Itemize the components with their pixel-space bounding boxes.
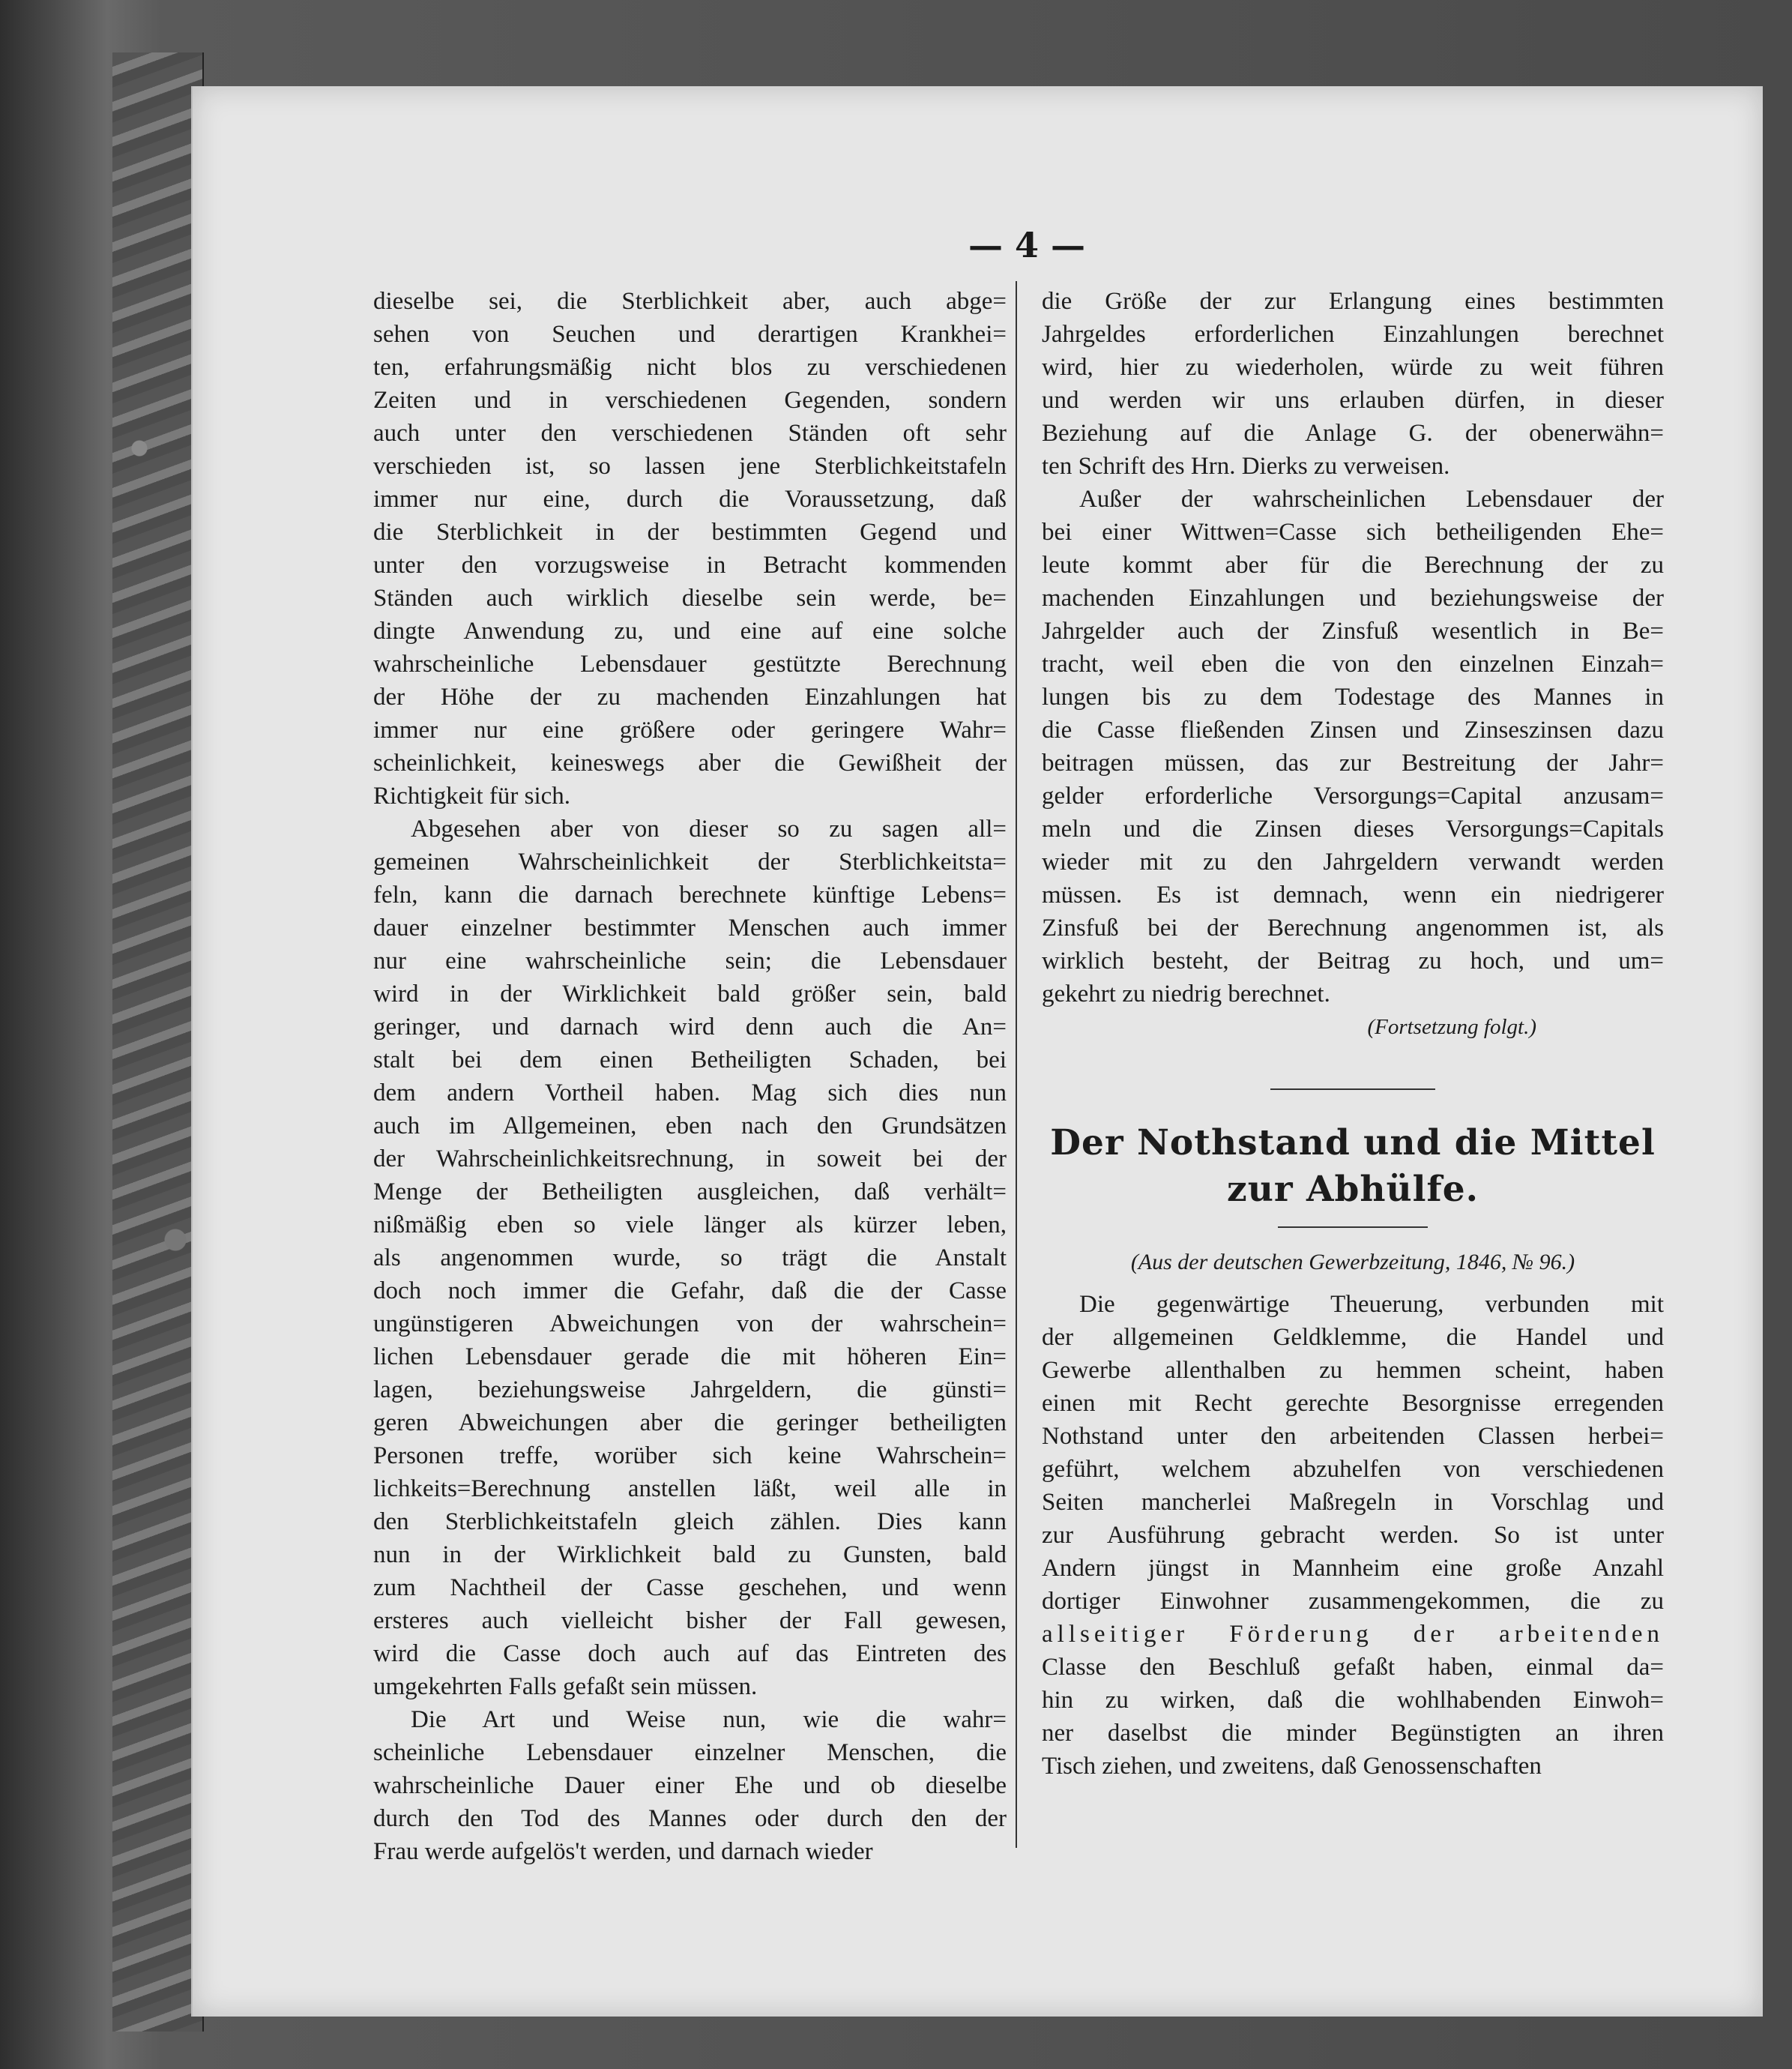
text-line: Abgesehen aber von dieser so zu sagen all=: [411, 816, 1007, 843]
text-line: Gewerbe allenthalben zu hemmen scheint, haben: [1042, 1357, 1664, 1384]
text-line: geführt, welchem abzuhelfen von verschiedenen: [1042, 1456, 1664, 1483]
text-line: die Casse fließenden Zinsen und Zinseszinsen dazu: [1042, 717, 1664, 744]
text-line: stalt bei dem einen Betheiligten Schaden, bei: [373, 1046, 1007, 1073]
text-line: zur Ausführung gebracht werden. So ist unter: [1042, 1522, 1664, 1549]
section-divider: [1270, 1088, 1435, 1090]
text-line: scheinlichkeit, keineswegs aber die Gewißheit der: [373, 750, 1007, 777]
text-line: ten, erfahrungsmäßig nicht blos zu verschiedenen: [373, 354, 1007, 381]
text-line: dieselbe sei, die Sterblichkeit aber, auch abge=: [373, 288, 1007, 315]
text-line: wird in der Wirklichkeit bald größer sein, bald: [373, 981, 1007, 1008]
text-line: ten Schrift des Hrn. Dierks zu verweisen.: [1042, 453, 1450, 480]
text-line: umgekehrten Falls gefaßt sein müssen.: [373, 1673, 758, 1700]
text-line: scheinliche Lebensdauer einzelner Menschen, die: [373, 1739, 1007, 1766]
text-line: Jahrgelder auch der Zinsfuß wesentlich in Be=: [1042, 618, 1664, 645]
text-line: Jahrgeldes erforderlichen Einzahlungen berechnet: [1042, 321, 1664, 348]
text-line: machenden Einzahlungen und beziehungsweise der: [1042, 585, 1664, 612]
text-line: wieder mit zu den Jahrgeldern verwandt werden: [1042, 849, 1664, 876]
text-line: der Wahrscheinlichkeitsrechnung, in soweit bei der: [373, 1145, 1007, 1172]
text-line: dauer einzelner bestimmter Menschen auch immer: [373, 915, 1007, 942]
marbled-book-edge: [112, 52, 204, 2032]
text-line: die Größe der zur Erlangung eines bestimmten: [1042, 288, 1664, 315]
text-line: sehen von Seuchen und derartigen Krankhei=: [373, 321, 1007, 348]
text-line: Richtigkeit für sich.: [373, 783, 571, 810]
text-line: dem andern Vortheil haben. Mag sich dies nun: [373, 1079, 1007, 1106]
text-line: nur eine wahrscheinliche sein; die Lebensdauer: [373, 948, 1007, 975]
text-line: Zeiten und in verschiedenen Gegenden, sondern: [373, 387, 1007, 414]
text-line: ungünstigeren Abweichungen von der wahrschein=: [373, 1310, 1007, 1337]
text-line: Andern jüngst in Mannheim eine große Anzahl: [1042, 1555, 1664, 1582]
text-line: geren Abweichungen aber die geringer betheiligten: [373, 1409, 1007, 1436]
text-line: auch unter den verschiedenen Ständen oft sehr: [373, 420, 1007, 447]
right-text-column: [1042, 285, 1664, 1783]
text-line: gemeinen Wahrscheinlichkeit der Sterblichkeitsta=: [373, 849, 1007, 876]
text-line: lungen bis zu dem Todestage des Mannes in: [1042, 684, 1664, 711]
text-line: gelder erforderliche Versorgungs=Capital anzusam=: [1042, 783, 1664, 810]
text-line: allseitiger Förderung der arbeitenden: [1042, 1621, 1664, 1648]
text-line: leute kommt aber für die Berechnung der zu: [1042, 552, 1664, 579]
text-line: hin zu wirken, daß die wohlhabenden Einwoh=: [1042, 1687, 1664, 1714]
text-line: Außer der wahrscheinlichen Lebensdauer der: [1079, 486, 1664, 513]
text-line: der Höhe der zu machenden Einzahlungen hat: [373, 684, 1007, 711]
text-line: Zinsfuß bei der Berechnung angenommen ist, als: [1042, 915, 1664, 942]
text-line: lichkeits=Berechnung anstellen läßt, weil alle in: [373, 1475, 1007, 1502]
text-line: Personen treffe, worüber sich keine Wahrschein=: [373, 1442, 1007, 1469]
text-line: Ständen auch wirklich dieselbe sein werde, be=: [373, 585, 1007, 612]
text-line: Nothstand unter den arbeitenden Classen herbei=: [1042, 1423, 1664, 1450]
left-text-column: [373, 285, 1007, 1868]
text-line: bei einer Wittwen=Casse sich betheiligenden Ehe=: [1042, 519, 1664, 546]
text-line: immer nur eine, durch die Voraussetzung, daß: [373, 486, 1007, 513]
article-source: (Aus der deutschen Gewerbzeitung, 1846, № 96.): [1130, 1250, 1575, 1274]
text-line: den Sterblichkeitstafeln gleich zählen. Dies kann: [373, 1508, 1007, 1535]
text-line: dortiger Einwohner zusammengekommen, die zu: [1042, 1588, 1664, 1615]
text-line: wahrscheinliche Lebensdauer gestützte Berechnung: [373, 651, 1007, 678]
text-line: durch den Tod des Mannes oder durch den der: [373, 1805, 1007, 1832]
page-number: — 4 —: [968, 225, 1086, 265]
text-line: Menge der Betheiligten ausgleichen, daß verhält=: [373, 1178, 1007, 1205]
text-line: Frau werde aufgelös't werden, und darnach wieder: [373, 1838, 873, 1865]
text-line: lichen Lebensdauer gerade die mit höheren Ein=: [373, 1343, 1007, 1370]
text-line: ner daselbst die minder Begünstigten an ihren: [1042, 1720, 1664, 1747]
text-line: doch noch immer die Gefahr, daß die der Casse: [373, 1277, 1007, 1304]
text-line: tracht, weil eben die von den einzelnen Einzah=: [1042, 651, 1664, 678]
text-line: nun in der Wirklichkeit bald zu Gunsten, bald: [373, 1541, 1007, 1568]
article-heading: Der Nothstand und die Mittel: [1050, 1122, 1656, 1163]
text-line: meln und die Zinsen dieses Versorgungs=Capitals: [1042, 816, 1664, 843]
text-line: müssen. Es ist demnach, wenn ein niedrigerer: [1042, 882, 1664, 909]
text-line: und werden wir uns erlauben dürfen, in dieser: [1042, 387, 1664, 414]
text-line: immer nur eine größere oder geringere Wahr=: [373, 717, 1007, 744]
text-line: die Sterblichkeit in der bestimmten Gegend und: [373, 519, 1007, 546]
column-divider: [1016, 281, 1017, 1848]
text-line: Classe den Beschluß gefaßt haben, einmal da=: [1042, 1654, 1664, 1681]
text-line: nißmäßig eben so viele länger als kürzer leben,: [373, 1211, 1007, 1238]
text-line: Seiten mancherlei Maßregeln in Vorschlag und: [1042, 1489, 1664, 1516]
text-line: dingte Anwendung zu, und eine auf eine solche: [373, 618, 1007, 645]
text-line: ersteres auch vielleicht bisher der Fall gewesen,: [373, 1607, 1007, 1634]
text-line: feln, kann die darnach berechnete künftige Lebens=: [373, 882, 1007, 909]
text-line: verschieden ist, so lassen jene Sterblichkeitstafeln: [373, 453, 1007, 480]
text-line: zum Nachtheil der Casse geschehen, und wenn: [373, 1574, 1007, 1601]
text-line: einen mit Recht gerechte Besorgnisse erregenden: [1042, 1390, 1664, 1417]
text-line: wird die Casse doch auch auf das Eintreten des: [373, 1640, 1007, 1667]
text-line: lagen, beziehungsweise Jahrgeldern, die günsti=: [373, 1376, 1007, 1403]
text-line: wahrscheinliche Dauer einer Ehe und ob dieselbe: [373, 1772, 1007, 1799]
text-line: Die gegenwärtige Theuerung, verbunden mit: [1079, 1291, 1664, 1318]
text-line: Tisch ziehen, und zweitens, daß Genossenschaften: [1042, 1753, 1542, 1780]
text-line: geringer, und darnach wird denn auch die An=: [373, 1014, 1007, 1040]
article-body-text: [1042, 1288, 1664, 1783]
text-line: Beziehung auf die Anlage G. der obenerwähn=: [1042, 420, 1664, 447]
text-line: gekehrt zu niedrig berechnet.: [1042, 981, 1330, 1008]
heading-divider: [1278, 1226, 1428, 1228]
text-line: wird, hier zu wiederholen, würde zu weit führen: [1042, 354, 1664, 381]
text-line: wirklich besteht, der Beitrag zu hoch, und um=: [1042, 948, 1664, 975]
text-line: der allgemeinen Geldklemme, die Handel und: [1042, 1324, 1664, 1351]
text-line: als angenommen wurde, so trägt die Anstalt: [373, 1244, 1007, 1271]
text-line: beitragen müssen, das zur Bestreitung der Jahr=: [1042, 750, 1664, 777]
continuation-note: (Fortsetzung folgt.): [1367, 1015, 1536, 1039]
text-line: auch im Allgemeinen, eben nach den Grundsätzen: [373, 1112, 1007, 1139]
article-heading-continued: zur Abhülfe.: [1227, 1169, 1479, 1210]
right-column-continued-text: [1042, 285, 1664, 1011]
text-line: unter den vorzugsweise in Betracht kommenden: [373, 552, 1007, 579]
text-line: Die Art und Weise nun, wie die wahr=: [411, 1706, 1007, 1733]
